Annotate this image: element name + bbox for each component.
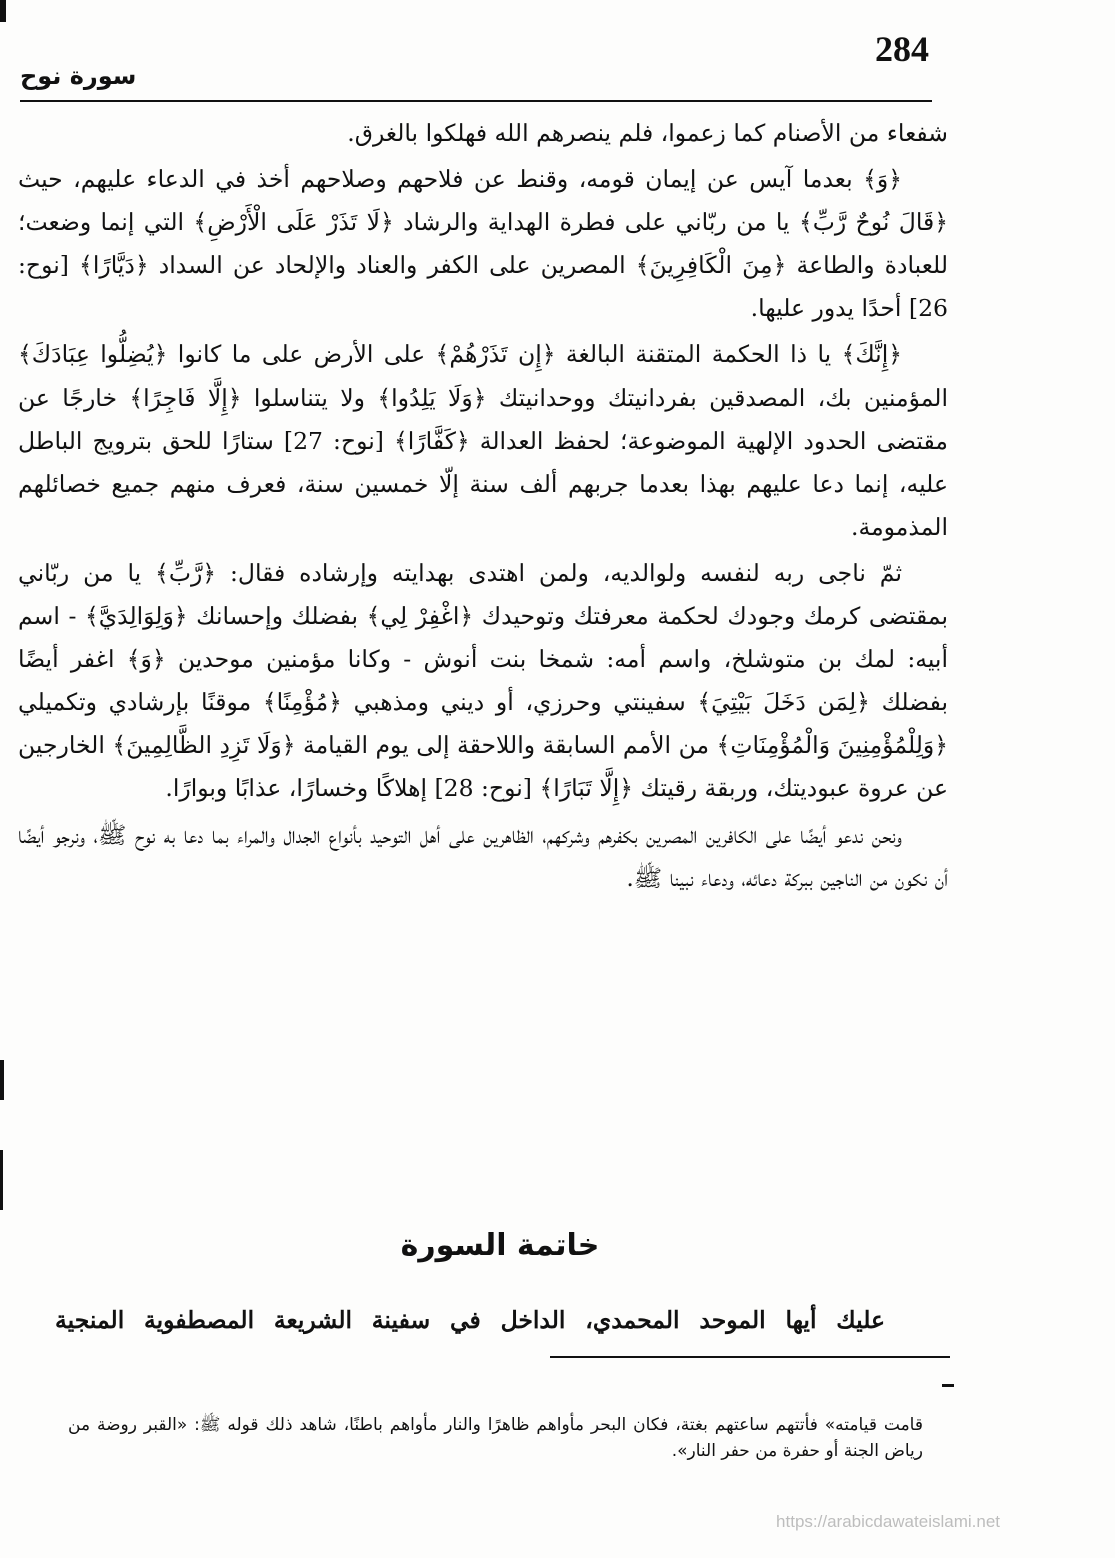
footnote-separator — [550, 1356, 950, 1358]
paragraph-5: ونحن ندعو أيضًا على الكافرين المصرين بكفرهم وشركهم، الظاهرين على أهل التوحيد بأنواع الجدال والمراء بما دعا به نوح ﷺ، ونرجو أيضًا أن نكون من الناجين ببركة دعائه، ودعاء نبينا ﷺ. — [18, 820, 948, 892]
watermark: https://arabicdawateislami.net — [776, 1512, 1000, 1531]
section-heading: خاتمة السورة — [400, 1228, 600, 1263]
footnote-marker — [942, 1384, 954, 1387]
scan-edge-mark — [0, 0, 6, 22]
footnote: قامت قيامته» فأتتهم ساعتهم بغتة، فكان البحر مأواهم ظاهرًا والنار مأواهم باطنًا، شاهد ذلك قوله ﷺ: «القبر روضة من رياض الجنة أو حفرة من حفر النار». — [68, 1415, 923, 1461]
scan-edge-mark — [0, 1060, 4, 1100]
page-number: 284 — [875, 29, 929, 69]
running-head: سورة نوح — [20, 62, 137, 90]
paragraph-2: ﴿وَ﴾ بعدما آيس عن إيمان قومه، وقنط عن فلاحهم وصلاحهم أخذ في الدعاء عليهم، حيث ﴿قَالَ نُوحٌ رَّبِّ﴾ يا من ربّاني على فطرة الهداية والرشاد ﴿لَا تَذَرْ عَلَى الْأَرْضِ﴾ التي إنما وضعت؛ للعبادة والطاعة ﴿مِنَ الْكَافِرِينَ﴾ المصرين على الكفر والعناد والإلحاد عن السداد ﴿دَيَّارًا﴾ [نوح: 26] أحدًا يدور عليها. — [18, 165, 948, 323]
header-rule — [20, 100, 932, 102]
paragraph-3: ﴿إِنَّكَ﴾ يا ذا الحكمة المتقنة البالغة ﴿إِن تَذَرْهُمْ﴾ على الأرض على ما كانوا ﴿يُضِلُّوا عِبَادَكَ﴾ المؤمنين بك، المصدقين بفردانيتك ووحدانيتك ﴿وَلَا يَلِدُوا﴾ ولا يتناسلوا ﴿إِلَّا فَاجِرًا﴾ خارجًا عن مقتضى الحدود الإلهية الموضوعة؛ لحفظ العدالة ﴿كَفَّارًا﴾ [نوح: 27] ستارًا للحق بترويج الباطل عليه، إنما دعا عليهم بهذا بعدما جربهم ألف سنة إلّا خمسين سنة، فعرف منهم جميع خصائلهم المذمومة. — [18, 340, 948, 541]
paragraph-4: ثمّ ناجى ربه لنفسه ولوالديه، ولمن اهتدى بهدايته وإرشاده فقال: ﴿رَّبِّ﴾ يا من ربّاني بمقتضى كرمك وجودك لحكمة معرفتك وتوحيدك ﴿اغْفِرْ لِي﴾ بفضلك وإحسانك ﴿وَلِوَالِدَيَّ﴾ - اسم أبيه: لمك بن متوشلخ، واسم أمه: شمخا بنت أنوش - وكانا مؤمنين موحدين ﴿وَ﴾ اغفر أيضًا بفضلك ﴿لِمَن دَخَلَ بَيْتِيَ﴾ سفينتي وحرزي، أو ديني ومذهبي ﴿مُؤْمِنًا﴾ موقنًا بإرشادي وتكميلي ﴿وَلِلْمُؤْمِنِينَ وَالْمُؤْمِنَاتِ﴾ من الأمم السابقة واللاحقة إلى يوم القيامة ﴿وَلَا تَزِدِ الظَّالِمِينَ﴾ الخارجين عن عروة عبوديتك، وربقة رقيتك ﴿إِلَّا تَبَارًا﴾ [نوح: 28] إهلاكًا وخسارًا، عذابًا وبوارًا. — [18, 558, 948, 803]
closing-paragraph: عليك أيها الموحد المحمدي، الداخل في سفينة الشريعة المصطفوية المنجية — [55, 1306, 885, 1334]
main-text — [18, 112, 948, 900]
scan-edge-mark — [0, 1150, 3, 1210]
paragraph-1: شفعاء من الأصنام كما زعموا، فلم ينصرهم الله فهلكوا بالغرق. — [347, 119, 948, 147]
